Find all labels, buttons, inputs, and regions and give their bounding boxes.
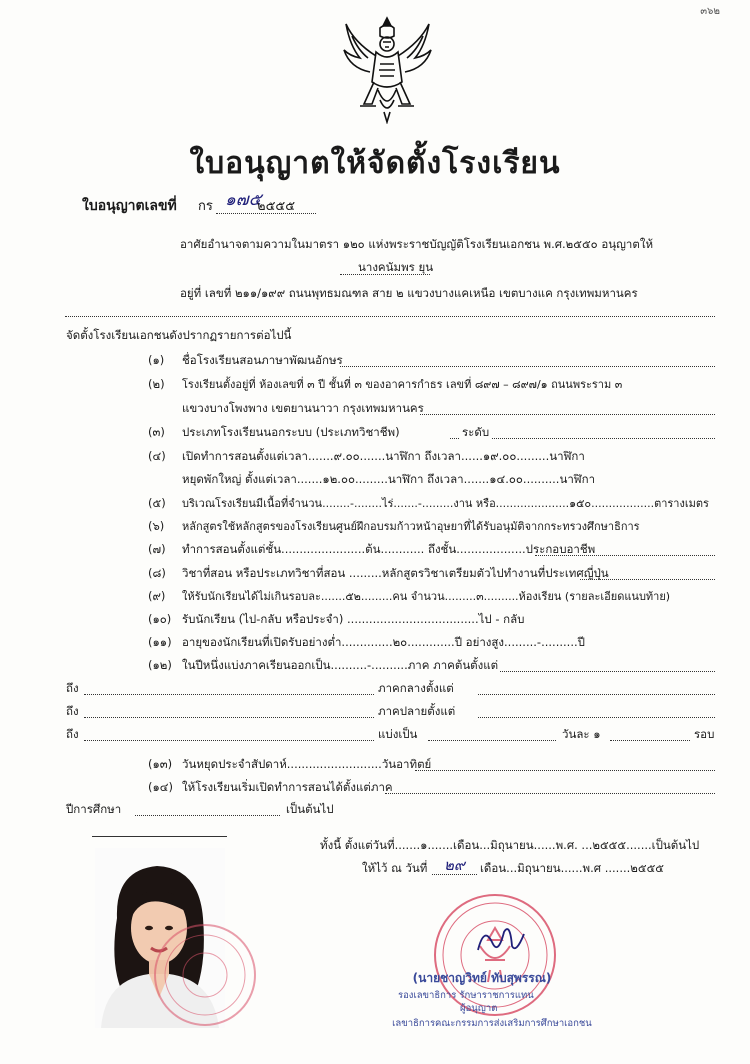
term-row-3-mid: แบ่งเป็น xyxy=(378,727,418,741)
photo-seal-stamp xyxy=(150,920,260,1030)
item-13-number: (๑๓) xyxy=(148,757,173,771)
item-14-dots xyxy=(385,793,715,794)
term-row-3-per-day: วันละ ๑ xyxy=(562,727,601,741)
term-row-2-dots-b xyxy=(478,717,715,718)
licensee-name: นางคนัมพร ยุน xyxy=(358,260,434,274)
list-heading: จัดตั้งโรงเรียนเอกชนดังปรากฏรายการต่อไปนี้ xyxy=(66,328,292,342)
item-1-number: (๑) xyxy=(148,353,165,367)
item-7-text: ทำการสอนตั้งแต่ชั้น.......................ต้น............ ถึงชั้น...................ประกอบอาชีพ xyxy=(182,542,596,556)
photo-signature-line xyxy=(92,836,227,837)
term-row-2-dots-a xyxy=(84,717,374,718)
item-14-text: ให้โรงเรียนเริ่มเปิดทำการสอนได้ตั้งแต่ภาค xyxy=(182,780,393,794)
item-3-text: ประเภทโรงเรียนนอกระบบ (ประเภทวิชาชีพ) xyxy=(182,425,400,439)
licensee-address: อยู่ที่ เลขที่ ๒๑๑/๑๙๙ ถนนพุทธมณฑล สาย ๒ แขวงบางแคเหนือ เขตบางแค กรุงเทพมหานคร xyxy=(180,286,638,300)
item-12-number: (๑๒) xyxy=(148,658,172,672)
item-12-text: ในปีหนึ่งแบ่งภาคเรียนออกเป็น..........-..........ภาค ภาคต้นตั้งแต่ xyxy=(182,658,499,672)
signatory-organization: เลขาธิการคณะกรรมการส่งเสริมการศึกษาเอกชน xyxy=(392,1018,592,1029)
term-row-1-mid: ภาคกลางตั้งแต่ xyxy=(378,681,454,695)
garuda-emblem-icon xyxy=(340,12,435,124)
term-row-1-dots-a xyxy=(84,694,374,695)
license-year: ๒๕๕๕ xyxy=(257,199,296,214)
separator-line xyxy=(65,316,715,317)
item-4-text: เปิดทำการสอนตั้งแต่เวลา.......๙.๐๐.......นาฬิกา ถึงเวลา......๑๙.๐๐.........นาฬิกา xyxy=(182,449,585,463)
academic-year-label: ปีการศึกษา xyxy=(66,802,122,816)
item-8-text: วิชาที่สอน หรือประเภทวิชาที่สอน .........หลักสูตรวิชาเตรียมตัวไปทำงานที่ประเทศญี่ปุ่น xyxy=(182,566,609,580)
item-5-text: บริเวณโรงเรียนมีเนื้อที่จำนวน........-........ไร่.......-.........งาน หรือ.....................๑๕๐..................ตารางเมตร xyxy=(182,497,709,510)
term-row-1-dots-b xyxy=(478,694,715,695)
issue-date-prefix: ให้ไว้ ณ วันที่ xyxy=(362,861,428,875)
issue-date-rest: เดือน...มิถุนายน......พ.ศ .......๒๕๕๕ xyxy=(480,861,664,875)
item-6-text: หลักสูตรใช้หลักสูตรของโรงเรียนศูนย์ฝึกอบรมก้าวหน้าอุษยาที่ได้รับอนุมัติจากกระทรวงศึกษาธิการ xyxy=(182,520,640,533)
item-11-text: อายุของนักเรียนที่เปิดรับอย่างต่ำ..............๒๐.............ปี อย่างสูง.........-..........ปี xyxy=(182,635,585,649)
item-9-text: ให้รับนักเรียนได้ไม่เกินรอบละ.......๕๒.........คน จำนวน.........๓..........ห้องเรียน (รายละเอียดแนบท้าย) xyxy=(182,590,671,603)
item-8-dots xyxy=(580,579,715,580)
license-label: ใบอนุญาตเลขที่ xyxy=(82,198,177,214)
term-row-3-dots-b xyxy=(428,740,556,741)
item-4-text-line2: หยุดพักใหญ่ ตั้งแต่เวลา.......๑๒.๐๐.........นาฬิกา ถึงเวลา.......๑๔.๐๐..........นาฬิกา xyxy=(182,472,596,486)
item-1-text: ชื่อโรงเรียนสอนภาษาพัฒนอักษร xyxy=(182,353,343,367)
item-10-number: (๑๐) xyxy=(148,612,172,626)
item-14-number: (๑๔) xyxy=(148,780,173,794)
term-row-3-label: ถึง xyxy=(66,727,79,741)
signatory-position: รองเลขาธิการ รักษาราชการแทน xyxy=(398,990,534,1001)
issue-date-dots xyxy=(432,874,477,875)
item-9-number: (๙) xyxy=(148,589,166,603)
item-7-number: (๗) xyxy=(148,542,166,556)
item-2-dots xyxy=(420,414,715,415)
licensee-dots xyxy=(340,274,430,275)
item-6-number: (๖) xyxy=(148,519,165,533)
item-3-number: (๓) xyxy=(148,425,165,439)
item-8-number: (๘) xyxy=(148,566,166,580)
item-11-number: (๑๑) xyxy=(148,635,172,649)
page-corner-mark: ๓๖๒ xyxy=(700,6,720,17)
item-3-level-label: ระดับ xyxy=(462,425,490,439)
signatory-role: ผู้อนุญาต xyxy=(460,1003,498,1014)
term-row-3-dots-a xyxy=(84,740,374,741)
academic-year-dots xyxy=(135,815,280,816)
term-row-3-dots-c xyxy=(610,740,690,741)
item-7-dots xyxy=(535,555,715,556)
academic-year-suffix: เป็นต้นไป xyxy=(286,802,334,816)
intro-line: อาศัยอำนาจตามความในมาตรา ๑๒๐ แห่งพระราชบัญญัติโรงเรียนเอกชน พ.ศ.๒๕๕๐ อนุญาตให้ xyxy=(180,237,654,251)
item-1-dots xyxy=(340,366,715,367)
license-prefix: กร xyxy=(198,199,213,214)
term-row-3-round: รอบ xyxy=(694,727,715,741)
item-10-text: รับนักเรียน (ไป-กลับ หรือประจำ) ....................................ไป - กลับ xyxy=(182,612,525,626)
term-row-2-mid: ภาคปลายตั้งแต่ xyxy=(378,704,456,718)
item-2-text: โรงเรียนตั้งอยู่ที่ ห้องเลขที่ ๓ ปี ชั้นที่ ๓ ของอาคารกำธร เลขที่ ๘๙๗ – ๘๙๗/๑ ถนนพระราม ๓ xyxy=(182,378,623,391)
term-row-2-label: ถึง xyxy=(66,704,79,718)
effective-date: ทั้งนี้ ตั้งแต่วันที่.......๑.......เดือน...มิถุนายน......พ.ศ. ...๒๕๕๕.......เป็นต้นไป xyxy=(320,838,700,852)
item-13-dots xyxy=(415,770,715,771)
signatory-name: (นายชาญวิทย์ ทับสุพรรณ) xyxy=(412,971,552,985)
term-row-1-label: ถึง xyxy=(66,681,79,695)
item-4-number: (๔) xyxy=(148,449,166,463)
item-2-text-line2: แขวงบางโพงพาง เขตยานนาวา กรุงเทพมหานคร xyxy=(182,401,424,415)
signature-scribble xyxy=(470,920,530,960)
item-13-text: วันหยุดประจำสัปดาห์..........................วันอาทิตย์ xyxy=(182,757,432,771)
item-2-number: (๒) xyxy=(148,377,165,391)
issue-day: ๒๙ xyxy=(444,856,465,874)
item-5-number: (๕) xyxy=(148,496,166,510)
license-number: ๑๗๕ xyxy=(225,190,262,210)
document-title: ใบอนุญาตให้จัดตั้งโรงเรียน xyxy=(189,146,561,181)
item-12-dots xyxy=(500,671,715,672)
